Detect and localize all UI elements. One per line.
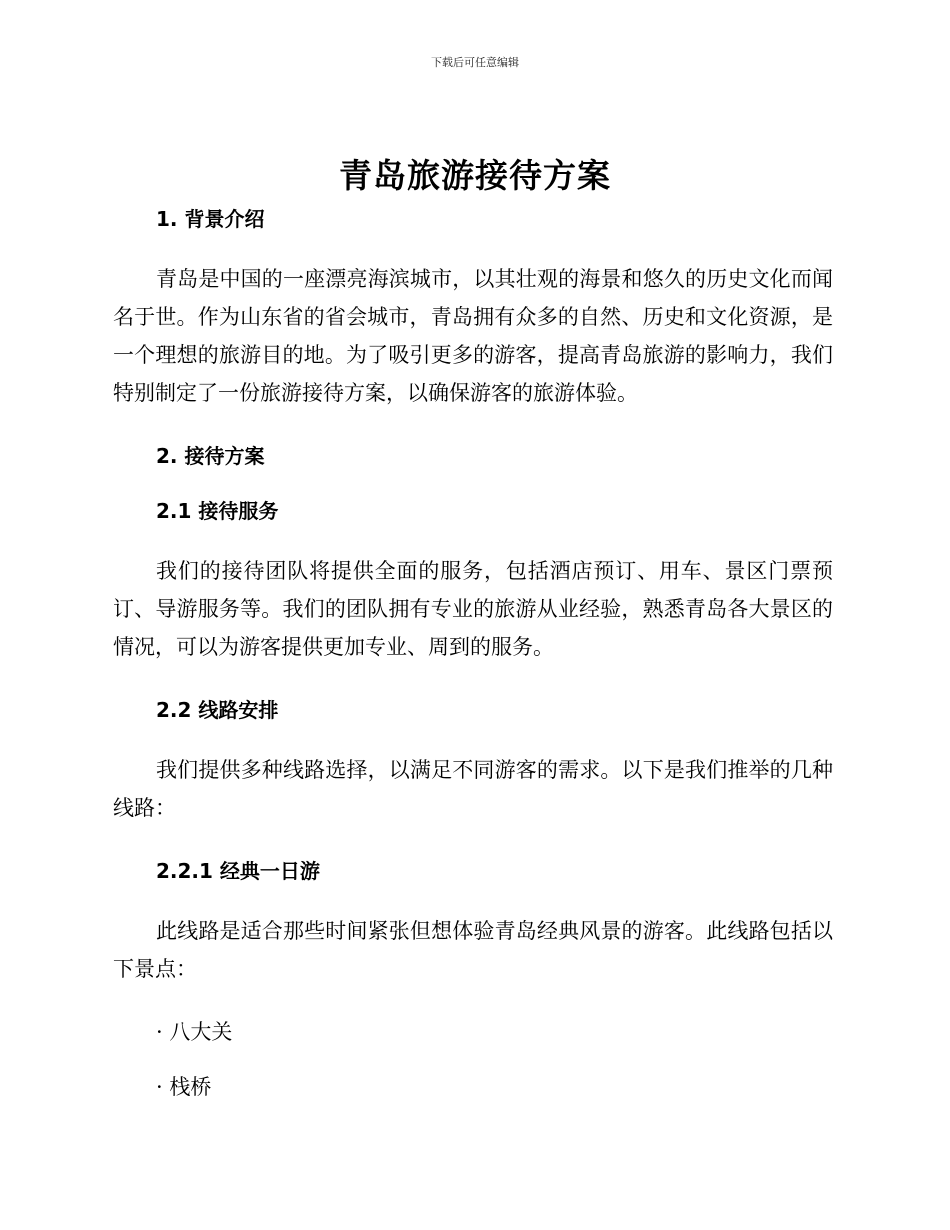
list-item: · 栈桥 [156, 1075, 212, 1099]
section-heading-2-1: 2.1 接待服务 [156, 499, 279, 523]
section-heading-2-2-1: 2.2.1 经典一日游 [156, 859, 320, 883]
route-arrangement-paragraph: 我们提供多种线路选择，以满足不同游客的需求。以下是我们推举的几种线路： [113, 758, 833, 820]
section-heading-2-2: 2.2 线路安排 [156, 698, 279, 722]
classic-day-tour-paragraph: 此线路是适合那些时间紧张但想体验青岛经典风景的游客。此线路包括以下景点： [113, 919, 833, 981]
section-heading-2: 2. 接待方案 [156, 444, 265, 468]
header-note: 下载后可任意编辑 [431, 56, 519, 69]
page-title: 青岛旅游接待方案 [339, 156, 611, 195]
section-heading-1: 1. 背景介绍 [156, 207, 265, 231]
list-item: · 八大关 [156, 1020, 233, 1044]
reception-service-paragraph: 我们的接待团队将提供全面的服务，包括酒店预订、用车、景区门票预订、导游服务等。我们的团队拥有专业的旅游从业经验，熟悉青岛各大景区的情况，可以为游客提供更加专业、周到的服务。 [113, 559, 833, 659]
background-paragraph: 青岛是中国的一座漂亮海滨城市，以其壮观的海景和悠久的历史文化而闻名于世。作为山东省的省会城市，青岛拥有众多的自然、历史和文化资源，是一个理想的旅游目的地。为了吸引更多的游客，提高青岛旅游的影响力，我们特别制定了一份旅游接待方案，以确保游客的旅游体验。 [113, 267, 833, 405]
document-body [113, 205, 833, 1101]
